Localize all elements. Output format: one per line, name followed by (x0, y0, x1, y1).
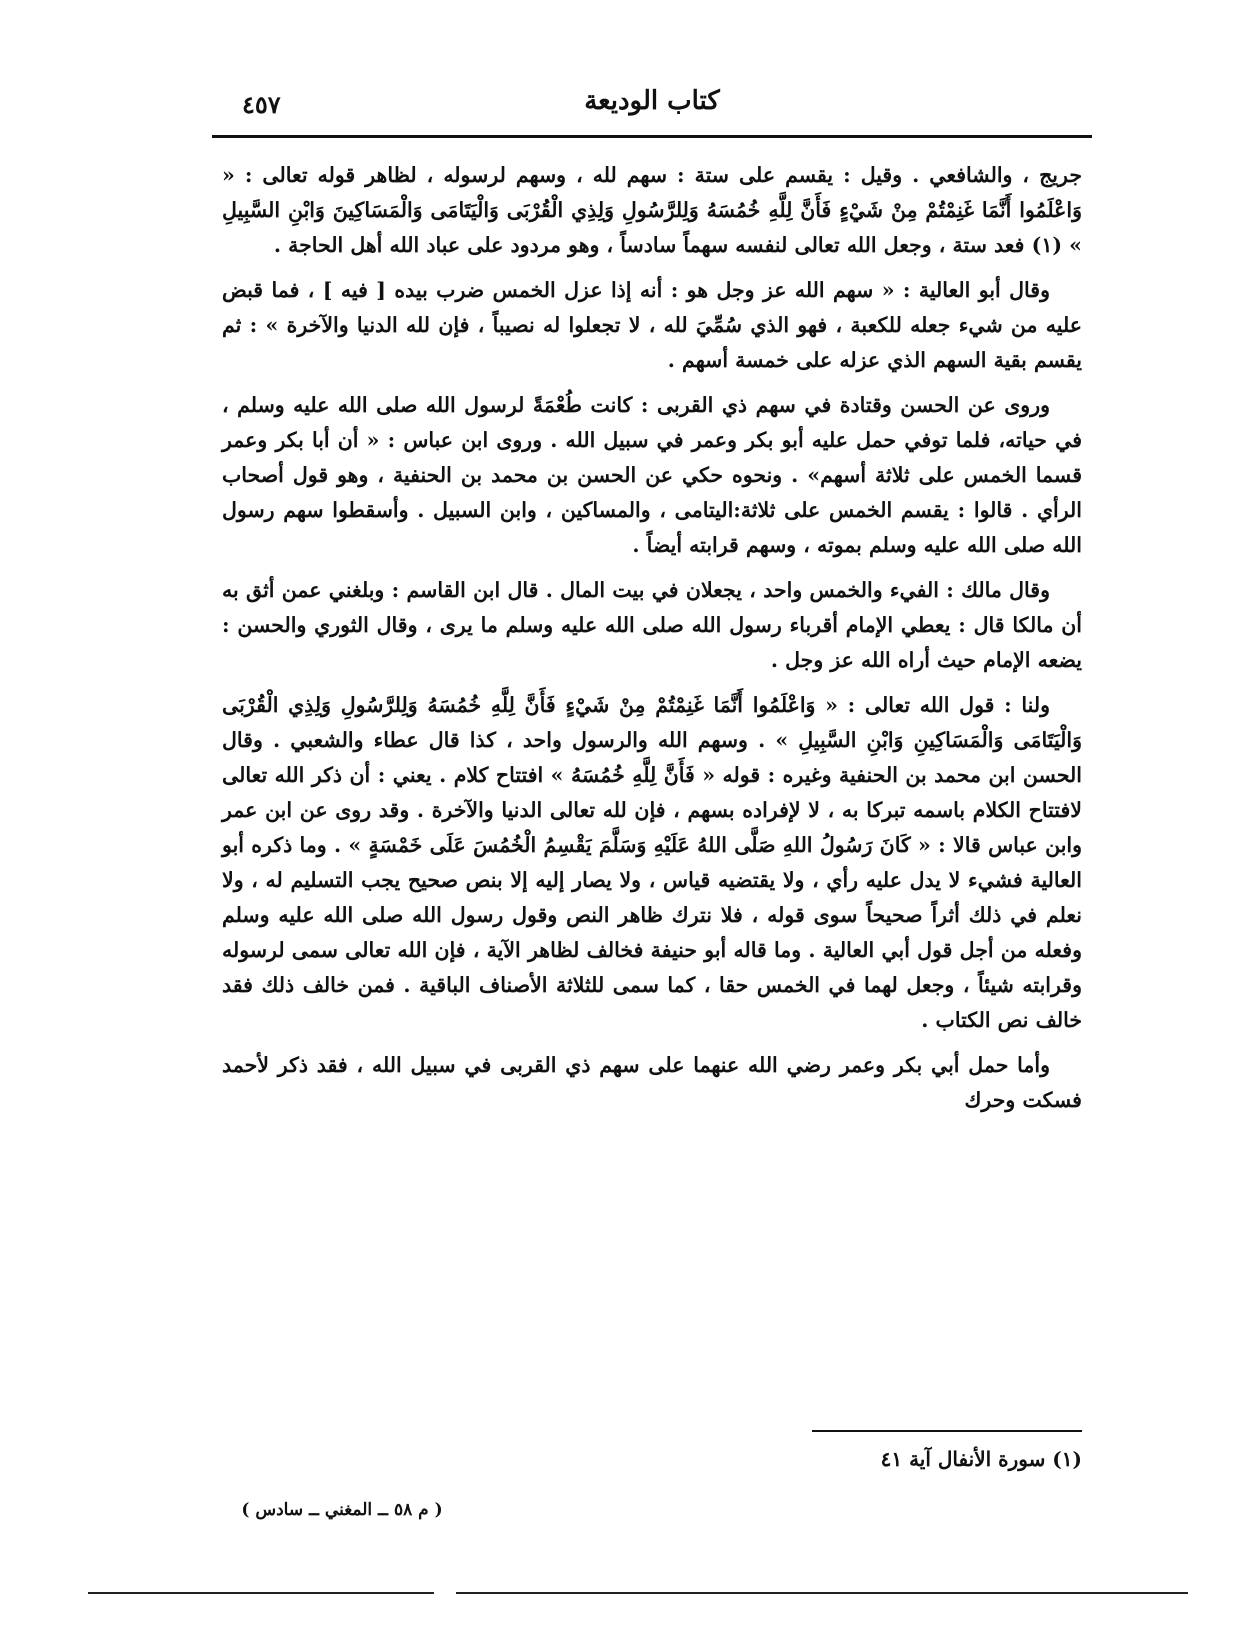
paragraph-5: ولنا : قول الله تعالى : « وَاعْلَمُوا أَنَّمَا غَنِمْتُمْ مِنْ شَيْءٍ فَأَنَّ لِلَّهِ خُمُسَهُ وَلِلرَّسُولِ وَلِذِي الْقُرْبَى وَالْيَتَامَى وَالْمَسَاكِينِ وَابْنِ السَّبِيلِ » . وسهم الله والرسول واحد ، كذا قال عطاء والشعبي . وقال الحسن ابن محمد بن الحنفية وغيره : قوله « فَأَنَّ لِلَّهِ خُمُسَهُ » افتتاح كلام . يعني : أن ذكر الله تعالى لافتتاح الكلام باسمه تبركا به ، لا لإفراده بسهم ، فإن لله تعالى الدنيا والآخرة . وقد روى عن ابن عمر وابن عباس قالا : « كَانَ رَسُولُ اللهِ صَلَّى اللهُ عَلَيْهِ وَسَلَّمَ يَقْسِمُ الْخُمُسَ عَلَى خَمْسَةٍ » . وما ذكره أبو العالية فشيء لا يدل عليه رأي ، ولا يقتضيه قياس ، ولا يصار إليه إلا بنص صحيح يجب التسليم له ، ولا نعلم في ذلك أثراً صحيحاً سوى قوله ، فلا نترك ظاهر النص وقول رسول الله صلى الله عليه وسلم وفعله من أجل قول أبي العالية . وما قاله أبو حنيفة فخالف لظاهر الآية ، فإن الله تعالى سمى لرسوله وقرابته شيئاً ، وجعل لهما في الخمس حقا ، كما سمى للثلاثة الأصناف الباقية . فمن خالف ذلك فقد خالف نص الكتاب . (222, 693, 1082, 1032)
paragraph-4: وقال مالك : الفيء والخمس واحد ، يجعلان في بيت المال . قال ابن القاسم : وبلغني عمن أثق به أن مالكا قال : يعطي الإمام أقرباء رسول الله صلى الله عليه وسلم ما يرى ، وقال الثوري والحسن : يضعه الإمام حيث أراه الله عز وجل . (222, 578, 1082, 672)
header-rule (212, 135, 1092, 138)
signature-mark: ( م ٥٨ ــ المغني ــ سادس ) (241, 1500, 443, 1520)
bottom-rule-right (456, 1592, 1188, 1594)
paragraph-1: جريج ، والشافعي . وقيل : يقسم على ستة : سهم لله ، وسهم لرسوله ، لظاهر قوله تعالى : « وَاعْلَمُوا أَنَّمَا غَنِمْتُمْ مِنْ شَيْءٍ فَأَنَّ لِلَّهِ خُمُسَهُ وَلِلرَّسُولِ وَلِذِي الْقُرْبَى وَالْيَتَامَى وَالْمَسَاكِينَ وَابْنِ السَّبِيلِ » (١) فعد ستة ، وجعل الله تعالى لنفسه سهماً سادساً ، وهو مردود على عباد الله أهل الحاجة . (222, 163, 1082, 257)
page-header (212, 86, 1092, 126)
running-title: كتاب الوديعة (584, 86, 720, 116)
paragraph-3: وروى عن الحسن وقتادة في سهم ذي القربى : كانت طُعْمَةً لرسول الله صلى الله عليه وسلم ، في حياته، فلما توفي حمل عليه أبو بكر وعمر في سبيل الله . وروى ابن عباس : « أن أبا بكر وعمر قسما الخمس على ثلاثة أسهم» . ونحوه حكي عن الحسن بن محمد بن الحنفية ، وهو قول أصحاب الرأي . قالوا : يقسم الخمس على ثلاثة:اليتامى ، والمساكين ، وابن السبيل . وأسقطوا سهم رسول الله صلى الله عليه وسلم بموته ، وسهم قرابته أيضاً . (222, 393, 1082, 557)
page-number: ٤٥٧ (242, 90, 281, 119)
paragraph-2: وقال أبو العالية : « سهم الله عز وجل هو : أنه إذا عزل الخمس ضرب بيده [ فيه ] ، فما قبض عليه من شيء جعله للكعبة ، فهو الذي سُمِّيَ لله ، لا تجعلوا له نصيباً ، فإن لله الدنيا والآخرة » : ثم يقسم بقية السهم الذي عزله على خمسة أسهم . (222, 278, 1082, 372)
footnote: (١) سورة الأنفال آية ٤١ (880, 1447, 1082, 1471)
footnote-rule (812, 1430, 1082, 1432)
paragraph-6: وأما حمل أبي بكر وعمر رضي الله عنهما على سهم ذي القربى في سبيل الله ، فقد ذكر لأحمد فسكت وحرك (222, 1053, 1082, 1112)
main-text (222, 158, 1082, 1128)
bottom-rule-left (88, 1592, 434, 1594)
